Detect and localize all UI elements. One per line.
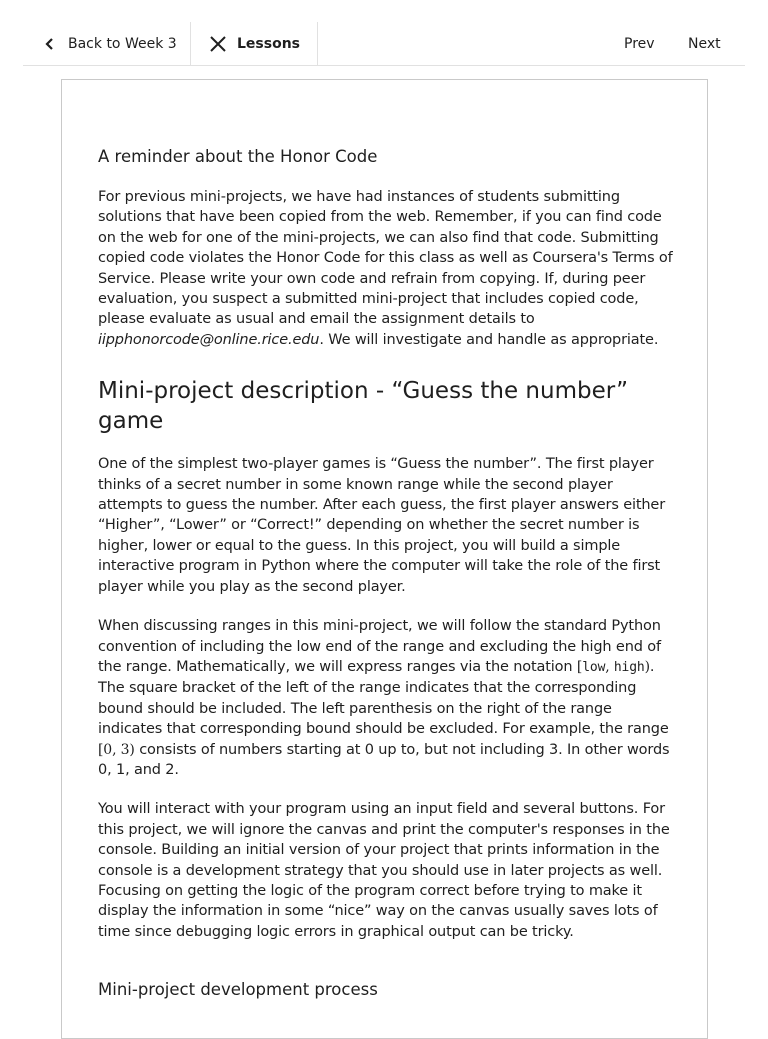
- prev-label: Prev: [624, 36, 655, 52]
- reading-content: [98, 145, 678, 1020]
- chevron-left-icon: [43, 37, 57, 51]
- honor-code-paragraph: [98, 187, 678, 350]
- description-paragraph-3: You will interact with your program using an input field and several buttons. For this project, we will ignore the canvas and print the computer's responses in the console. Building an initial version of your project that prints information in the console is a development strategy that you should use in later projects as well. Focusing on getting the logic of the program correct before trying to make it display the information in some “nice” way on the canvas usually saves lots of time since debugging logic errors in graphical output can be tricky.: [98, 801, 670, 940]
- description-paragraph-2: [98, 616, 678, 780]
- lessons-toggle-button[interactable]: [190, 22, 318, 66]
- honor-code-heading: A reminder about the Honor Code: [98, 147, 378, 166]
- honor-email-link[interactable]: iipphonorcode@online.rice.edu: [98, 331, 320, 348]
- lesson-nav-bar: [23, 22, 745, 66]
- range-example: [0, 3): [98, 741, 135, 758]
- lessons-label: Lessons: [237, 36, 300, 52]
- prev-button[interactable]: [624, 22, 655, 66]
- honor-text-a: For previous mini-projects, we have had instances of students submitting solutions that have been copied from the web. Remember, if you can find code on the web for one of the mini-projects, we can also find that code. Submitting copied code violates the Honor Code for this class as well as Coursera's Terms of Service. Please write your own code and refrain from copying. If, during peer evaluation, you suspect a submitted mini-project that includes copied code, please evaluate as usual and email the assignment details to: [98, 189, 673, 328]
- back-to-week-button[interactable]: [23, 22, 191, 66]
- description-paragraph-1: One of the simplest two-player games is “Guess the number”. The first player thinks of a secret number in some known range while the second player attempts to guess the number. After each guess, the first player answers either “Higher”, “Lower” or “Correct!” depending on whether the secret number is higher, lower or equal to the guess. In this project, you will build a simple interactive program in Python where the computer will take the role of the first player while you play as the second player.: [98, 456, 666, 595]
- range-text-c: consists of numbers starting at 0 up to, but not including 3. In other words 0, 1, and 2.: [98, 741, 670, 778]
- development-process-heading: Mini-project development process: [98, 980, 378, 1000]
- range-text-a: When discussing ranges in this mini-project, we will follow the standard Python convention of including the low end of the range and excluding the high end of the range. Mathematically, we will express ranges via the notation: [98, 618, 661, 675]
- range-low: low: [582, 659, 606, 675]
- range-high: high: [613, 659, 645, 675]
- next-label: Next: [688, 36, 721, 52]
- range-text-b: . The square bracket of the left of the range indicates that the corresponding bound should be included. The left parenthesis on the right of the range indicates that corresponding bound should be excluded. For example, the range: [98, 658, 669, 738]
- description-heading: Mini-project description - “Guess the number” game: [98, 378, 629, 435]
- range-comma: ,: [605, 658, 614, 675]
- next-button[interactable]: [688, 22, 721, 66]
- back-to-week-label: Back to Week 3: [68, 36, 177, 52]
- close-icon: [209, 35, 227, 53]
- range-bracket-open: [: [576, 658, 583, 675]
- honor-text-b: . We will investigate and handle as appropriate.: [319, 331, 659, 348]
- range-paren-close: ): [644, 658, 650, 675]
